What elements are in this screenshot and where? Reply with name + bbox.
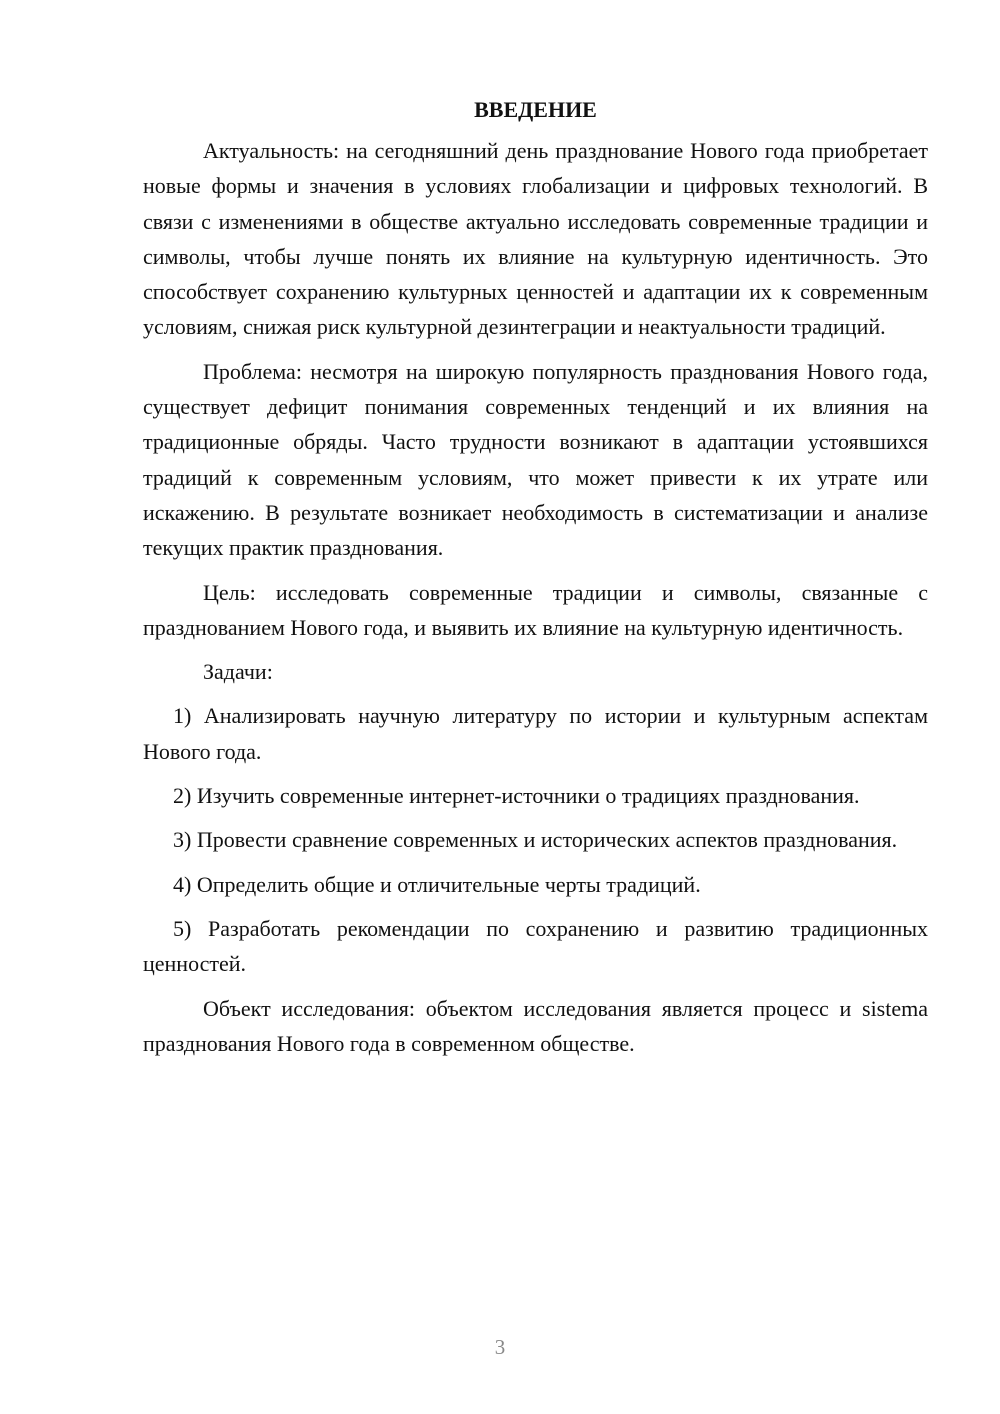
task-item-2: 2) Изучить современные интернет-источники о традициях празднования. [173, 783, 860, 809]
task-item-3: 3) Провести сравнение современных и исторических аспектов празднования. [173, 827, 898, 853]
page-number: 3 [494, 1335, 506, 1359]
task-item-5: 5) Разработать рекомендации по сохранению и развитию традиционных ценностей. [143, 915, 928, 977]
task-item-1: 1) Анализировать научную литературу по истории и культурным аспектам Нового года. [143, 703, 928, 764]
tasks-label: Задачи: [203, 659, 273, 685]
problem-paragraph: Проблема: несмотря на широкую популярность празднования Нового года, существует дефицит понимания современных тенденций и их влияния на традиционные обряды. Часто трудности возникают в адаптации устоявшихся традиций к современным условиям, что может привести к их утрате или искажению. В результате возникает необходимость в систематизации и анализе текущих практик празднования. [143, 358, 928, 561]
page-content [143, 96, 928, 1070]
section-heading: ВВЕДЕНИЕ [474, 97, 597, 122]
goal-paragraph: Цель: исследовать современные традиции и символы, связанные с празднованием Нового года, и выявить их влияние на культурную идентичность. [143, 579, 928, 640]
object-paragraph: Объект исследования: объектом исследования является процесс и sistema празднования Нового года в современном обществе. [143, 995, 928, 1056]
task-item-4: 4) Определить общие и отличительные черты традиций. [173, 871, 701, 897]
relevance-paragraph: Актуальность: на сегодняшний день празднование Нового года приобретает новые формы и значения в условиях глобализации и цифровых технологий. В связи с изменениями в обществе актуально исследовать современные традиции и символы, чтобы лучше понять их влияние на культурную идентичность. Это способствует сохранению культурных ценностей и адаптации их к современным условиям, снижая риск культурной дезинтеграции и неактуальности традиций. [143, 138, 928, 340]
